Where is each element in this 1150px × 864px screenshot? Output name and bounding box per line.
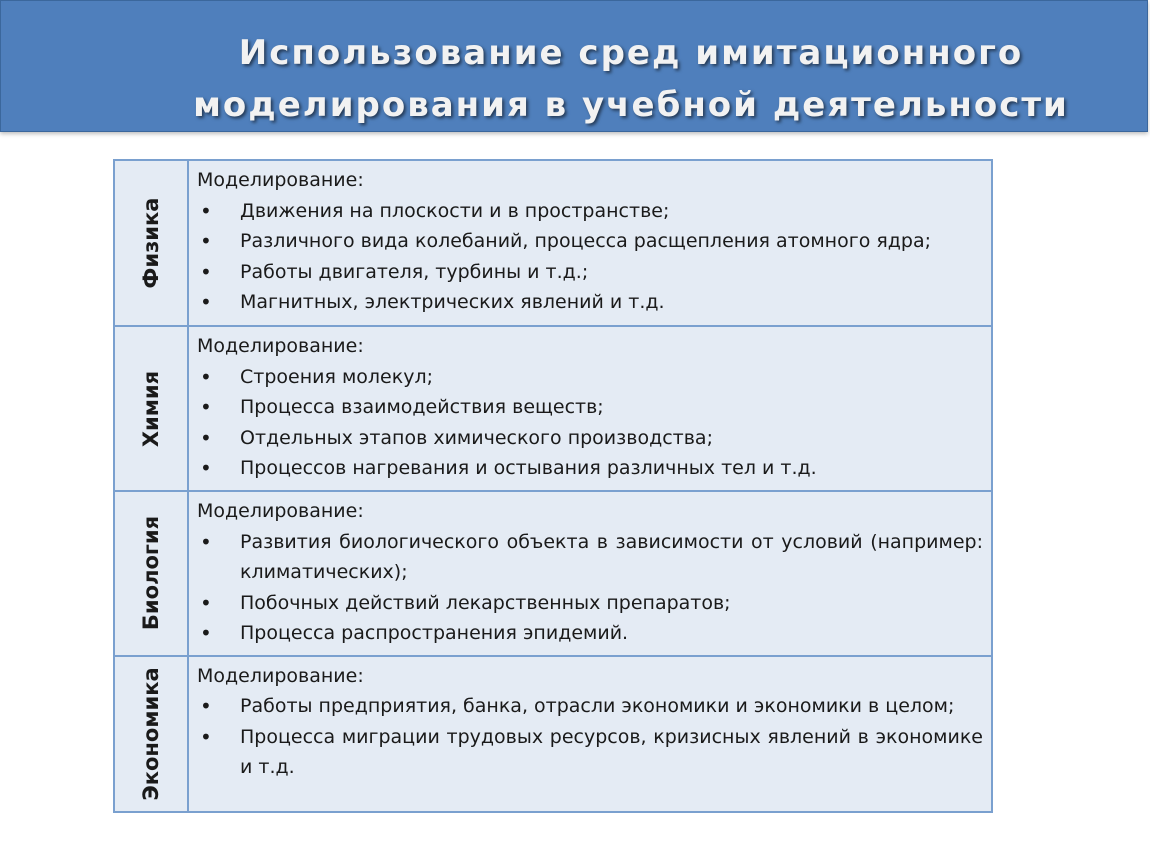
table-row-biology [114,491,992,656]
subject-cell [114,160,188,326]
bullet-icon: • [200,694,212,718]
list-item: • Процесса взаимодействия веществ; [197,392,983,423]
content-cell [188,326,992,491]
lead-text: Моделирование: [197,500,364,522]
subject-cell [114,326,188,491]
bullet-icon: • [200,621,212,645]
list-item: • Различного вида колебаний, процесса расщепления атомного ядра; [197,226,983,257]
list-item: • Развития биологического объекта в зависимости от условий (например: климатических); [197,527,983,588]
list-item: • Строения молекул; [197,362,983,393]
bullet-icon: • [200,724,212,749]
table-row-physics [114,160,992,326]
item-list [197,527,983,649]
table-row-chemistry [114,326,992,491]
list-item: • Процесса миграции трудовых ресурсов, кризисных явлений в экономике и т.д. [197,722,983,783]
lead-text: Моделирование: [197,335,364,357]
subjects-table [113,159,993,813]
subjects-table-wrapper [113,159,993,813]
bullet-icon: • [200,590,212,615]
bullet-icon: • [200,529,212,554]
subject-label: Экономика [139,666,163,801]
bullet-icon: • [200,395,212,419]
subject-cell [114,656,188,812]
list-item: • Отдельных этапов химического производства; [197,423,983,454]
bullet-icon: • [200,198,212,223]
title-line-1: Использование сред имитационного [238,33,1024,73]
item-list [197,362,983,484]
bullet-icon: • [200,259,212,284]
subject-label: Физика [139,197,163,289]
bullet-icon: • [200,425,212,450]
content-cell [188,656,992,812]
list-item: • Движения на плоскости и в пространстве; [197,196,983,227]
list-item: • Магнитных, электрических явлений и т.д. [197,287,983,318]
subject-label: Биология [139,516,163,631]
list-item: • Работы предприятия, банка, отрасли экономики и экономики в целом; [197,691,983,722]
item-list [197,196,983,318]
bullet-icon: • [200,290,212,314]
bullet-icon: • [200,364,212,389]
table-row-economics [114,656,992,812]
page-title [151,27,1111,131]
subject-cell [114,491,188,656]
subject-label: Химия [139,370,163,447]
list-item: • Процессов нагревания и остывания различных тел и т.д. [197,453,983,484]
list-item: • Процесса распространения эпидемий. [197,618,983,649]
title-line-2: моделирования в учебной деятельности [193,85,1069,125]
content-cell [188,491,992,656]
list-item: • Работы двигателя, турбины и т.д.; [197,257,983,288]
bullet-icon: • [200,456,212,480]
title-banner [0,0,1148,132]
lead-text: Моделирование: [197,664,364,687]
content-cell [188,160,992,326]
bullet-icon: • [200,229,212,253]
list-item: • Побочных действий лекарственных препаратов; [197,588,983,619]
lead-text: Моделирование: [197,169,364,191]
item-list [197,691,983,783]
